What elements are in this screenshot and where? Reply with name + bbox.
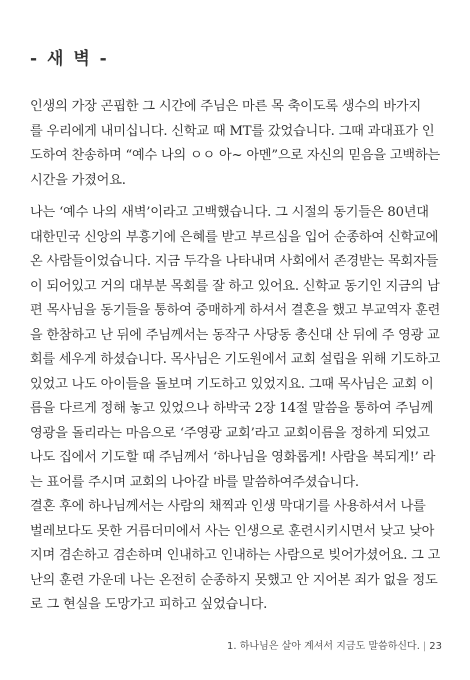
section-title: - 새 벽 -	[30, 49, 109, 69]
text-line: 편 목사님을 동기들을 통하여 중매하게 하셔서 결혼을 했고 부교역자 훈련	[30, 303, 441, 318]
text-line: 영광을 돌리라는 마음으로 ‘주영광 교회’라고 교회이름을 정하게 되었고	[30, 425, 430, 441]
paragraph-1	[30, 95, 438, 193]
text-line: 결혼 후에 하나님께서는 사람의 채찍과 인생 막대기를 사용하셔서 나를	[30, 499, 426, 514]
text-line: 난의 훈련 가운데 나는 온전히 순종하지 못했고 안 지어본 죄가 없을 정도	[30, 572, 438, 588]
text-line: 이 되어있고 거의 대부분 목회를 잘 하고 있어요. 신학교 동기인 지금의 남	[30, 278, 440, 294]
text-line: 나도 집에서 기도할 때 주님께서 ‘하나님을 영화롭게! 사람을 복되게!’ 라	[30, 450, 436, 465]
text-line: 있었고 나도 아이들을 돌보며 기도하고 있었지요. 그때 목사님은 교회 이	[30, 376, 434, 392]
text-line: 온 사람들이었습니다. 지금 두각을 나타내며 사회에서 존경받는 목회자들	[30, 254, 439, 269]
text-line: 회를 세우게 하셨습니다. 목사님은 기도원에서 교회 설립을 위해 기도하고	[30, 352, 441, 367]
text-line: 는 표어를 주시며 교회의 나아갈 바를 말씀하여주셨습니다.	[30, 474, 359, 490]
running-footer	[227, 637, 442, 652]
text-line: 시간을 가졌어요.	[30, 172, 126, 188]
page-number: 23	[429, 641, 442, 652]
paragraph-2	[30, 201, 441, 495]
body-text	[30, 95, 441, 618]
text-line: 도하여 찬송하며 “예수 나의 ㅇㅇ 아~ 아멘”으로 자신의 믿음을 고백하는	[30, 148, 440, 163]
text-line: 지며 겸손하고 겸손하며 인내하고 인내하는 사람으로 빚어가셨어요. 그 고	[30, 548, 441, 563]
paragraph-3	[30, 495, 441, 618]
text-line: 벌레보다도 못한 거름더미에서 사는 인생으로 훈련시키시면서 낮고 낮아	[30, 523, 435, 539]
chapter-title: 1. 하나님은 살아 계셔서 지금도 말씀하신다.	[227, 641, 420, 652]
footer-separator: |	[422, 641, 427, 652]
text-line: 대한민국 신앙의 부흥기에 은혜를 받고 부르심을 입어 순종하여 신학교에	[30, 229, 439, 245]
text-line: 을 한참하고 난 뒤에 주님께서는 동작구 사당동 총신대 산 뒤에 주 영광 교	[30, 327, 440, 343]
text-line: 나는 ‘예수 나의 새벽’이라고 고백했습니다. 그 시절의 동기들은 80년대	[30, 205, 429, 220]
text-line: 를 우리에게 내미십니다. 신학교 때 MT를 갔었습니다. 그때 과대표가 인	[30, 123, 435, 139]
text-line: 로 그 현실을 도망가고 피하고 싶었습니다.	[30, 597, 268, 612]
text-line: 인생의 가장 곤핍한 그 시간에 주님은 마른 목 축이도록 생수의 바가지	[30, 99, 422, 114]
paragraph-gap	[30, 193, 438, 201]
text-line: 름을 다르게 정해 놓고 있었으나 하박국 2장 14절 말씀을 통하여 주님께	[30, 401, 434, 416]
